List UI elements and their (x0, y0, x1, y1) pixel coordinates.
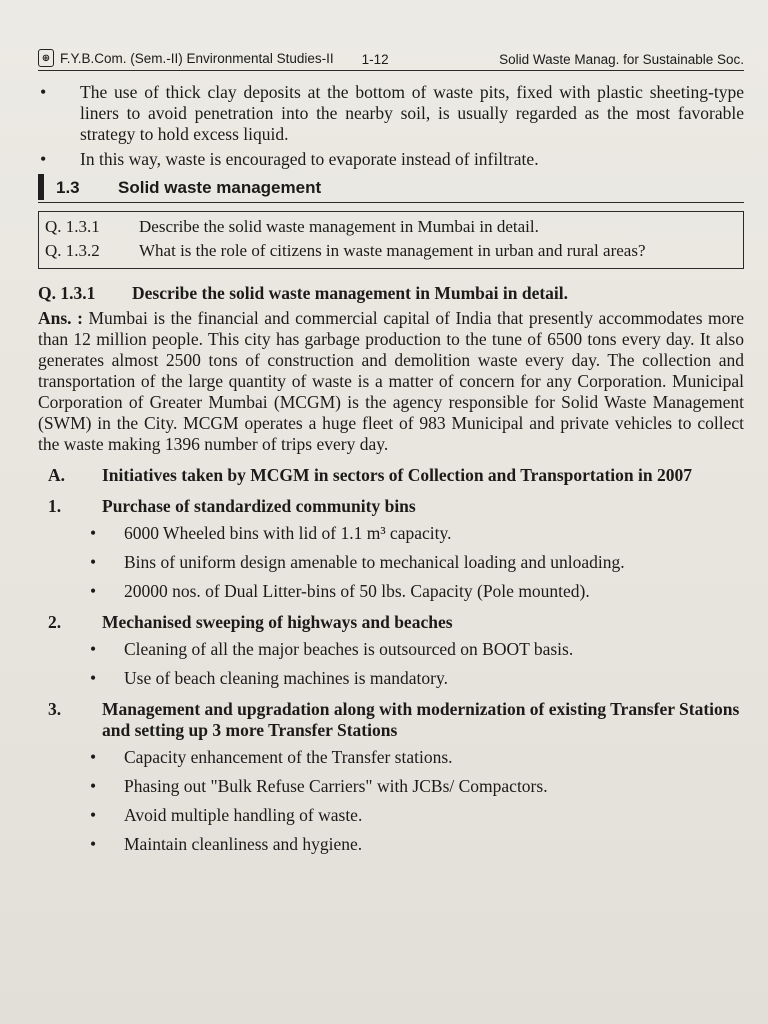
section-marker-bar (38, 174, 44, 200)
initiative-title: Mechanised sweeping of highways and beaches (102, 612, 453, 632)
initiative-heading (38, 612, 744, 633)
initiative-number: 1. (48, 496, 62, 516)
header-chapter-title: Solid Waste Manag. for Sustainable Soc. (499, 52, 744, 67)
section-title: Solid waste management (118, 177, 322, 197)
initiative-bullet: • Phasing out "Bulk Refuse Carriers" with JCBs/ Compactors. (38, 776, 744, 797)
initiative-bullet-list (38, 639, 744, 689)
answer-question-heading (38, 283, 744, 304)
initiative-bullet-list (38, 747, 744, 855)
initiatives-heading (38, 465, 744, 486)
initiative-title: Purchase of standardized community bins (102, 496, 416, 516)
intro-bullet: • The use of thick clay deposits at the bottom of waste pits, fixed with plastic sheeting-type liners to avoid penetration into the nearby soil, is usually regarded as the most favorable strategy to hold excess liquid. (38, 82, 744, 145)
answer-text: Mumbai is the financial and commercial capital of India that presently accommodates more than 12 million people. This city has garbage production to the tune of 6500 tons every day. It also generates almost 2500 tons of construction and demolition waste every day. The collection and transportation of the large quantity of waste is a matter of concern for any Corporation. Municipal Corporation of Greater Mumbai (MCGM) is the agency responsible for Solid Waste Management (SWM) in the City. MCGM operates a huge fleet of 983 Municipal and private vehicles to collect the waste making 1396 number of trips every day. (38, 308, 745, 454)
section-heading (38, 174, 744, 203)
intro-bullet-list (38, 82, 744, 170)
page-content (38, 82, 744, 863)
question-number: Q. 1.3.1 (45, 217, 100, 236)
initiative-heading (38, 496, 744, 517)
section-number: 1.3 (56, 177, 80, 197)
initiative-number: 3. (48, 699, 62, 719)
initiative-bullet-list (38, 523, 744, 602)
initiatives-label: A. (48, 465, 66, 485)
initiative-bullet: • Bins of uniform design amenable to mechanical loading and unloading. (38, 552, 744, 573)
initiative-bullet: • 6000 Wheeled bins with lid of 1.1 m³ capacity. (38, 523, 744, 544)
header-course-title: F.Y.B.Com. (Sem.-II) Environmental Studies-II (60, 51, 334, 66)
question-box (38, 211, 744, 269)
initiative-bullet: • Avoid multiple handling of waste. (38, 805, 744, 826)
header-page-number: 1-12 (361, 52, 389, 67)
question-number: Q. 1.3.2 (45, 241, 100, 260)
question-text: Describe the solid waste management in Mumbai in detail. (139, 217, 539, 236)
answer-paragraph (38, 308, 744, 455)
answer-label: Ans. : (38, 308, 83, 328)
initiative-bullet: • Use of beach cleaning machines is mandatory. (38, 668, 744, 689)
initiative-bullet: • 20000 nos. of Dual Litter-bins of 50 lbs. Capacity (Pole mounted). (38, 581, 744, 602)
initiative-bullet: • Cleaning of all the major beaches is outsourced on BOOT basis. (38, 639, 744, 660)
initiative-heading (38, 699, 744, 741)
initiative-number: 2. (48, 612, 62, 632)
question-text: What is the role of citizens in waste management in urban and rural areas? (139, 241, 646, 260)
intro-bullet: • In this way, waste is encouraged to evaporate instead of infiltrate. (38, 149, 744, 170)
initiatives-title: Initiatives taken by MCGM in sectors of Collection and Transportation in 2007 (102, 465, 692, 485)
initiative-bullet: • Maintain cleanliness and hygiene. (38, 834, 744, 855)
question-row (45, 216, 737, 237)
publisher-logo-icon: ⊕ (38, 49, 54, 67)
page-header (38, 44, 744, 71)
initiative-bullet: • Capacity enhancement of the Transfer stations. (38, 747, 744, 768)
question-number: Q. 1.3.1 (38, 283, 96, 303)
question-text: Describe the solid waste management in Mumbai in detail. (132, 283, 569, 303)
question-row (45, 240, 737, 261)
initiative-title: Management and upgradation along with modernization of existing Transfer Stations and setting up 3 more Transfer Stations (102, 699, 740, 740)
